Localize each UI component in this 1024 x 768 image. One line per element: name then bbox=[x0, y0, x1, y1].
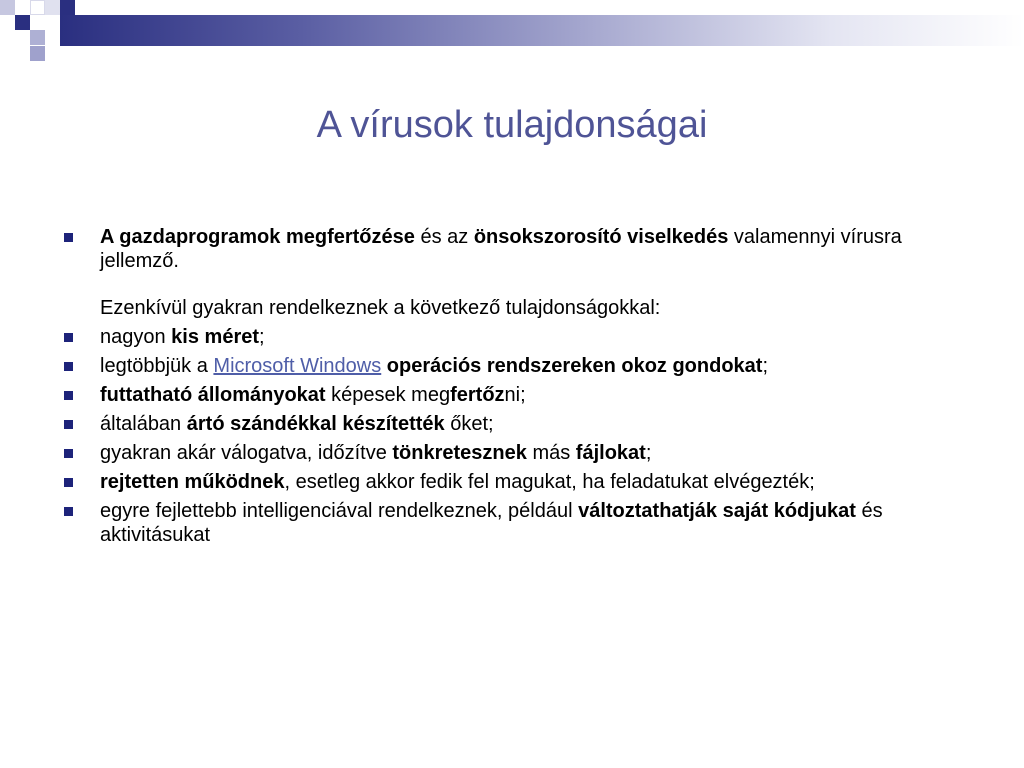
item-text: képesek meg bbox=[325, 384, 451, 406]
decor-square bbox=[15, 30, 30, 45]
decor-square bbox=[0, 0, 15, 15]
list-item bbox=[62, 470, 972, 494]
list-item bbox=[62, 325, 972, 349]
item-bold: változtathatják saját kódjukat bbox=[578, 500, 856, 522]
list-item bbox=[62, 441, 972, 465]
item-bold: operációs rendszereken okoz gondokat bbox=[386, 355, 763, 377]
decor-square bbox=[45, 0, 60, 15]
item-bold: tönkretesznek bbox=[392, 442, 527, 464]
item-bold: fertőz bbox=[450, 384, 505, 406]
item-text: valamennyi vírusra jellemző. bbox=[100, 226, 902, 272]
square-bullet-icon bbox=[64, 233, 73, 242]
decor-square bbox=[30, 30, 45, 45]
paragraph: Ezenkívül gyakran rendelkeznek a következő tulajdonságokkal: bbox=[100, 297, 661, 319]
decor-square bbox=[30, 15, 45, 30]
square-bullet-icon bbox=[64, 449, 73, 458]
item-text: legtöbbjük a bbox=[100, 355, 214, 377]
item-text: ; bbox=[645, 442, 652, 464]
slide-content bbox=[62, 225, 972, 552]
list-item bbox=[62, 499, 972, 547]
item-text: általában bbox=[100, 413, 187, 435]
microsoft-windows-link[interactable]: Microsoft Windows bbox=[213, 355, 382, 377]
item-bold: A gazdaprogramok megfertőzése bbox=[100, 226, 415, 248]
list-item bbox=[62, 383, 972, 407]
item-text: , esetleg akkor fedik fel magukat, ha feladatukat elvégezték; bbox=[284, 471, 815, 493]
square-bullet-icon bbox=[64, 391, 73, 400]
slide-title: A vírusok tulajdonságai bbox=[316, 104, 708, 146]
item-text: gyakran akár válogatva, időzítve bbox=[100, 442, 393, 464]
item-text: őket; bbox=[444, 413, 494, 435]
list-item bbox=[62, 412, 972, 436]
list-item bbox=[62, 225, 972, 273]
item-bold: ártó szándékkal készítették bbox=[186, 413, 445, 435]
header-gradient-bar bbox=[60, 15, 1024, 46]
item-text: ni; bbox=[504, 384, 526, 406]
square-bullet-icon bbox=[64, 478, 73, 487]
decor-square bbox=[60, 0, 75, 15]
list-item bbox=[62, 354, 972, 378]
decor-square bbox=[0, 15, 15, 30]
item-text: és az bbox=[414, 226, 474, 248]
item-text: és aktivitásukat bbox=[100, 500, 883, 546]
item-text: nagyon bbox=[100, 326, 172, 348]
square-bullet-icon bbox=[64, 333, 73, 342]
square-bullet-icon bbox=[64, 420, 73, 429]
square-bullet-icon bbox=[64, 507, 73, 516]
item-text: egyre fejlettebb intelligenciával rendelkeznek, például bbox=[100, 500, 579, 522]
item-bold: futtatható állományokat bbox=[100, 384, 326, 406]
item-bold: rejtetten működnek bbox=[100, 471, 285, 493]
decor-square bbox=[30, 46, 45, 61]
square-bullet-icon bbox=[64, 362, 73, 371]
decor-square bbox=[30, 0, 45, 15]
item-text: ; bbox=[762, 355, 769, 377]
decor-square bbox=[15, 15, 30, 30]
item-text: más bbox=[526, 442, 576, 464]
item-text: ; bbox=[259, 326, 265, 348]
item-bold: önsokszorosító viselkedés bbox=[473, 226, 729, 248]
item-bold: fájlokat bbox=[575, 442, 646, 464]
item-bold: kis méret bbox=[171, 326, 260, 348]
